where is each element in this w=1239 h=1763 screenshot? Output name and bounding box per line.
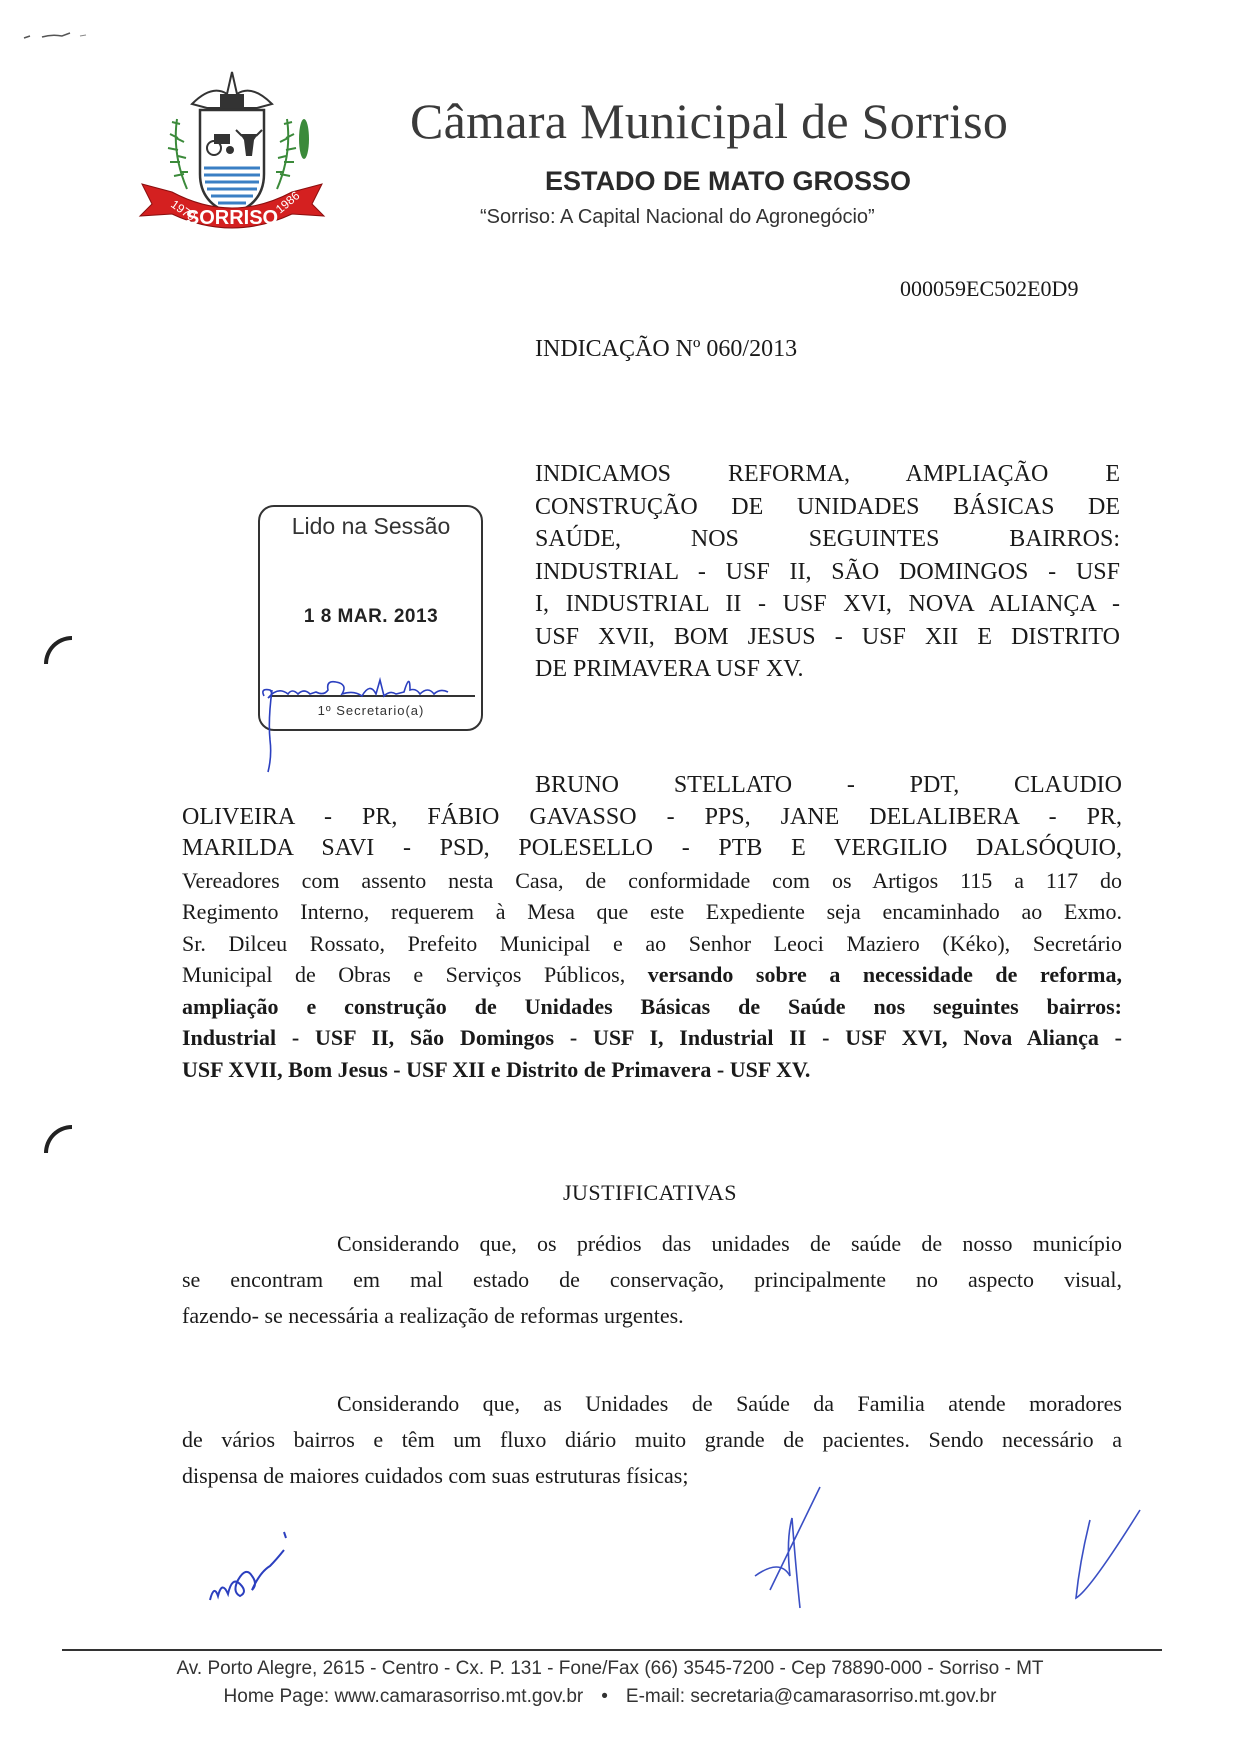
ementa-line: CONSTRUÇÃO DE UNIDADES BÁSICAS DE [535, 493, 1120, 520]
ementa-line: INDICAMOS REFORMA, AMPLIAÇÃO E [535, 461, 1120, 487]
punch-hole-mark [44, 636, 72, 664]
punch-hole-mark [44, 1125, 72, 1153]
municipal-crest-logo [132, 64, 332, 244]
stamp-role: 1º Secretario(a) [317, 703, 425, 718]
footer-home-page: Home Page: www.camarasorriso.mt.gov.br [223, 1686, 584, 1707]
paragraph-line: se encontram em mal estado de conservação, principalmente no aspecto visual, [182, 1267, 1122, 1292]
institution-title: Câmara Municipal de Sorriso [410, 93, 1009, 149]
footer-divider [62, 1649, 1162, 1651]
crest-year-left: 1979 [168, 196, 199, 224]
footer-separator: • [601, 1686, 608, 1707]
body-line-bold-part: versando sobre a necessidade de reforma, [647, 962, 1122, 987]
paragraph-line: de vários bairros e têm um fluxo diário muito grande de pacientes. Sendo necessário a [182, 1427, 1122, 1452]
ementa-line: USF XVII, BOM JESUS - USF XII E DISTRITO [535, 623, 1120, 650]
body-line: Vereadores com assento nesta Casa, de conformidade com os Artigos 115 a 117 do [182, 867, 1122, 893]
paragraph-line: Considerando que, as Unidades de Saúde da Familia atende moradores [337, 1391, 1122, 1416]
body-line: BRUNO STELLATO - PDT, CLAUDIO [535, 772, 1122, 798]
ementa-line: SAÚDE, NOS SEGUINTES BAIRROS: [535, 526, 1120, 552]
justification-heading: JUSTIFICATIVAS [562, 1180, 738, 1205]
document-title: INDICAÇÃO Nº 060/2013 [535, 336, 798, 362]
paragraph-line: dispensa de maiores cuidados com suas estruturas físicas; [182, 1463, 689, 1488]
body-bold-line: Industrial - USF II, São Domingos - USF I, Industrial II - USF XVI, Nova Aliança - [182, 1025, 1122, 1050]
paragraph-line: Considerando que, os prédios das unidades de saúde de nosso município [337, 1231, 1122, 1256]
body-line: MARILDA SAVI - PSD, POLESELLO - PTB E VERGILIO DALSÓQUIO, [182, 835, 1122, 861]
ementa-line: I, INDUSTRIAL II - USF XVI, NOVA ALIANÇA - [535, 591, 1120, 617]
footer-address: Av. Porto Alegre, 2615 - Centro - Cx. P. 131 - Fone/Fax (66) 3545-7200 - Cep 78890-000 - Sorriso - MT [176, 1658, 1044, 1679]
request-paragraph [182, 770, 1122, 1085]
stamp-heading: Lido na Sessão [291, 513, 451, 539]
secretary-handwritten-signature [258, 660, 508, 780]
stamp-date: 1 8 MAR. 2013 [303, 606, 439, 627]
body-bold-line: ampliação e construção de Unidades Básicas de Saúde nos seguintes bairros: [182, 993, 1122, 1019]
body-line: Sr. Dilceu Rossato, Prefeito Municipal e ao Senhor Leoci Maziero (Kéko), Secretário [182, 930, 1122, 956]
ementa-line: DE PRIMAVERA USF XV. [535, 656, 804, 682]
ementa-line: INDUSTRIAL - USF II, SÃO DOMINGOS - USF [535, 558, 1120, 585]
body-line: Regimento Interno, requerem à Mesa que este Expediente seja encaminhado ao Exmo. [182, 899, 1122, 924]
crest-ribbon-text: SORRISO [185, 207, 279, 229]
footer-contacts [60, 1686, 1160, 1708]
crest-year-right: 1986 [272, 188, 303, 217]
footer-email: E-mail: secretaria@camarasorriso.mt.gov.br [625, 1686, 997, 1707]
institution-slogan: “Sorriso: A Capital Nacional do Agronegócio” [480, 206, 875, 228]
scan-artifact-mark [22, 30, 92, 42]
justification-paragraph-1 [182, 1226, 1122, 1334]
document-code: 000059EC502E0D9 [900, 276, 1079, 301]
body-bold-line: USF XVII, Bom Jesus - USF XII e Distrito de Primavera - USF XV. [182, 1056, 811, 1082]
body-line: OLIVEIRA - PR, FÁBIO GAVASSO - PPS, JANE DELALIBERA - PR, [182, 803, 1122, 830]
body-line-mixed [182, 959, 1122, 991]
body-line-normal-part: Municipal de Obras e Serviços Públicos, [182, 962, 626, 987]
state-name: ESTADO DE MATO GROSSO [545, 166, 912, 196]
justification-paragraph-2 [182, 1386, 1122, 1494]
paragraph-line: fazendo- se necessária a realização de reformas urgentes. [182, 1303, 684, 1328]
document-ementa [535, 458, 1120, 686]
